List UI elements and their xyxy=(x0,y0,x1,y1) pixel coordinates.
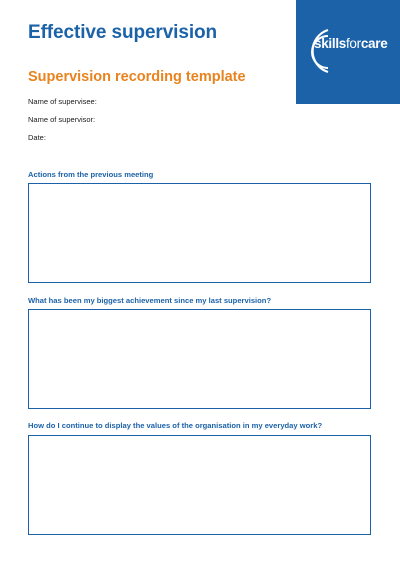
page-title: Effective supervision xyxy=(28,22,218,43)
organisation-values-textbox[interactable] xyxy=(28,435,371,535)
logo-word-for: for xyxy=(345,36,361,51)
skills-for-care-logo xyxy=(296,0,400,104)
logo-word-care: care xyxy=(360,36,388,51)
logo-word-skills: skills xyxy=(314,36,346,51)
supervisee-label: Name of supervisee: xyxy=(28,97,97,106)
biggest-achievement-textbox[interactable] xyxy=(28,309,371,409)
previous-actions-textbox[interactable] xyxy=(28,183,371,283)
section-heading-biggest-achievement: What has been my biggest achievement since my last supervision? xyxy=(28,296,272,305)
date-label: Date: xyxy=(28,133,46,142)
logo-wordmark xyxy=(314,36,387,51)
supervisor-label: Name of supervisor: xyxy=(28,115,96,124)
swoosh-arcs-icon xyxy=(310,28,330,74)
section-heading-organisation-values: How do I continue to display the values of the organisation in my everyday work? xyxy=(28,421,323,430)
page-subtitle: Supervision recording template xyxy=(28,69,246,85)
section-heading-previous-actions: Actions from the previous meeting xyxy=(28,170,154,179)
